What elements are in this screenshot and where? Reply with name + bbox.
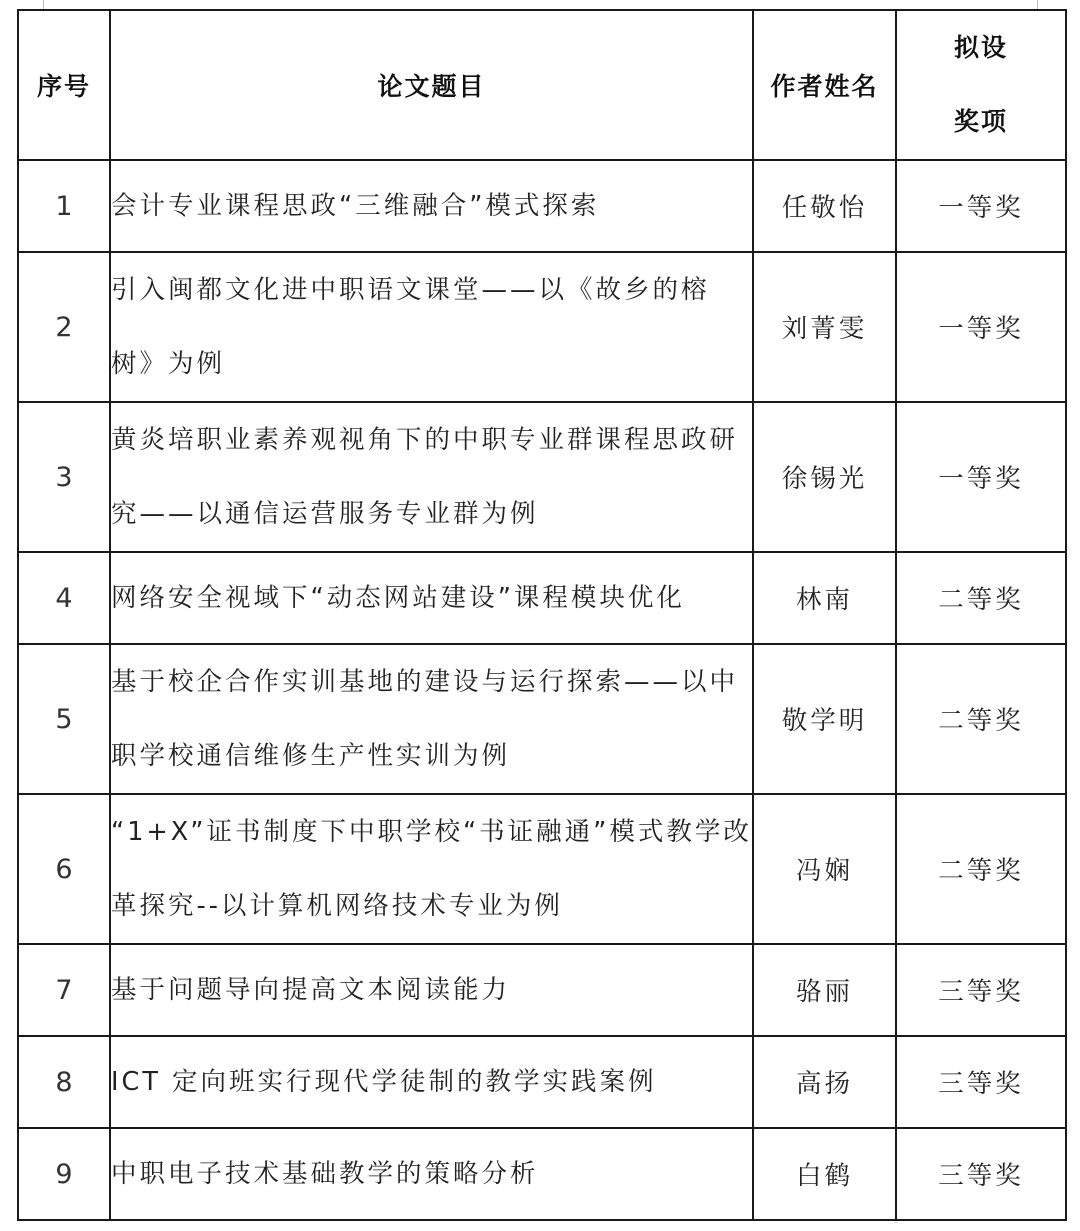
table-row [18, 552, 1066, 644]
table-row [18, 1128, 1066, 1220]
cell-author: 敬学明 [753, 644, 896, 794]
cell-award: 三等奖 [896, 1128, 1066, 1220]
cell-no: 4 [18, 552, 110, 644]
cell-author: 冯娴 [753, 794, 896, 944]
table-header-row [18, 10, 1066, 160]
cell-author: 徐锡光 [753, 402, 896, 552]
cell-no: 1 [18, 160, 110, 252]
cell-no: 8 [18, 1036, 110, 1128]
cell-author: 刘菁雯 [753, 252, 896, 402]
cell-author: 白鹤 [753, 1128, 896, 1220]
cell-no: 7 [18, 944, 110, 1036]
table-row [18, 160, 1066, 252]
page-corner-mark-right [1037, 0, 1038, 9]
cell-title: 黄炎培职业素养观视角下的中职专业群课程思政研究——以通信运营服务专业群为例 [110, 402, 753, 552]
cell-title: 基于问题导向提高文本阅读能力 [110, 944, 753, 1036]
cell-award: 一等奖 [896, 252, 1066, 402]
cell-no: 6 [18, 794, 110, 944]
cell-no: 5 [18, 644, 110, 794]
header-award [896, 10, 1066, 160]
cell-award: 三等奖 [896, 944, 1066, 1036]
table-row [18, 794, 1066, 944]
cell-author: 任敬怡 [753, 160, 896, 252]
cell-award: 三等奖 [896, 1036, 1066, 1128]
cell-author: 高扬 [753, 1036, 896, 1128]
header-title: 论文题目 [110, 10, 753, 160]
table-row [18, 1036, 1066, 1128]
table-row [18, 402, 1066, 552]
cell-award: 二等奖 [896, 794, 1066, 944]
cell-title: “1+X”证书制度下中职学校“书证融通”模式教学改革探究--以计算机网络技术专业为例 [110, 794, 753, 944]
cell-award: 一等奖 [896, 160, 1066, 252]
table-row [18, 944, 1066, 1036]
table-row [18, 644, 1066, 794]
header-award-line2: 奖项 [953, 107, 1008, 136]
cell-title: 网络安全视域下“动态网站建设”课程模块优化 [110, 552, 753, 644]
cell-author: 林南 [753, 552, 896, 644]
cell-award: 二等奖 [896, 644, 1066, 794]
header-no: 序号 [18, 10, 110, 160]
cell-no: 9 [18, 1128, 110, 1220]
header-award-line1: 拟设 [953, 33, 1008, 62]
page-corner-mark-left [43, 0, 44, 9]
cell-no: 3 [18, 402, 110, 552]
header-author: 作者姓名 [753, 10, 896, 160]
cell-award: 二等奖 [896, 552, 1066, 644]
cell-author: 骆丽 [753, 944, 896, 1036]
table-row [18, 252, 1066, 402]
cell-title: ICT 定向班实行现代学徒制的教学实践案例 [110, 1036, 753, 1128]
cell-no: 2 [18, 252, 110, 402]
cell-title: 会计专业课程思政“三维融合”模式探索 [110, 160, 753, 252]
cell-title: 基于校企合作实训基地的建设与运行探索——以中职学校通信维修生产性实训为例 [110, 644, 753, 794]
award-table [17, 9, 1067, 1221]
cell-title: 中职电子技术基础教学的策略分析 [110, 1128, 753, 1220]
cell-title: 引入闽都文化进中职语文课堂——以《故乡的榕树》为例 [110, 252, 753, 402]
cell-award: 一等奖 [896, 402, 1066, 552]
